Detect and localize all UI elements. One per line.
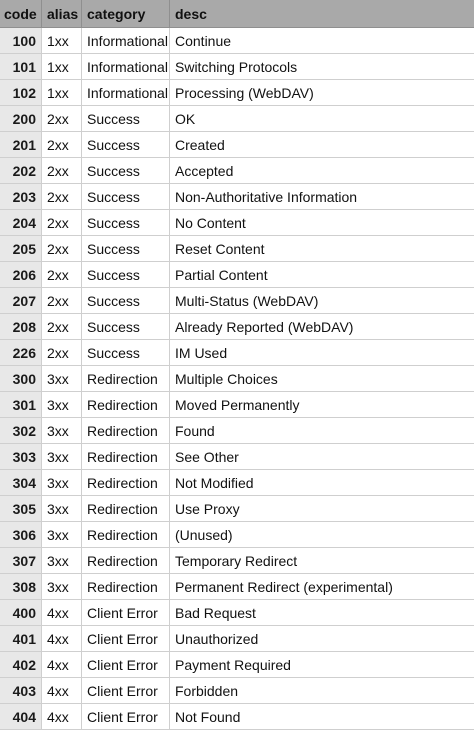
table-row (0, 184, 474, 210)
alias-cell[interactable]: 3xx (42, 522, 82, 547)
table-row (0, 54, 474, 80)
category-cell[interactable]: Client Error (82, 600, 170, 625)
table-row (0, 678, 474, 704)
alias-cell[interactable]: 4xx (42, 600, 82, 625)
table-row (0, 210, 474, 236)
code-cell[interactable]: 207 (0, 288, 42, 313)
alias-cell[interactable]: 3xx (42, 496, 82, 521)
category-cell[interactable]: Success (82, 288, 170, 313)
desc-cell[interactable]: Multi-Status (WebDAV) (175, 292, 319, 309)
code-cell[interactable]: 305 (0, 496, 42, 521)
code-cell[interactable]: 200 (0, 106, 42, 131)
code-cell[interactable]: 201 (0, 132, 42, 157)
alias-cell[interactable]: 3xx (42, 444, 82, 469)
category-cell[interactable]: Success (82, 158, 170, 183)
alias-cell[interactable]: 2xx (42, 132, 82, 157)
alias-cell[interactable]: 3xx (42, 366, 82, 391)
code-cell[interactable]: 226 (0, 340, 42, 365)
desc-cell[interactable]: Created (175, 136, 225, 153)
alias-cell[interactable]: 2xx (42, 340, 82, 365)
desc-cell[interactable]: Bad Request (175, 604, 256, 621)
category-cell[interactable]: Success (82, 262, 170, 287)
code-cell[interactable]: 308 (0, 574, 42, 599)
code-cell[interactable]: 206 (0, 262, 42, 287)
desc-cell[interactable]: Permanent Redirect (experimental) (175, 578, 393, 595)
desc-cell[interactable]: Not Modified (175, 474, 254, 491)
category-cell[interactable]: Redirection (82, 444, 170, 469)
alias-cell[interactable]: 2xx (42, 158, 82, 183)
code-cell[interactable]: 401 (0, 626, 42, 651)
table-row (0, 366, 474, 392)
code-cell[interactable]: 301 (0, 392, 42, 417)
table-row (0, 418, 474, 444)
alias-cell[interactable]: 1xx (42, 54, 82, 79)
code-cell[interactable]: 208 (0, 314, 42, 339)
alias-cell[interactable]: 2xx (42, 262, 82, 287)
alias-cell[interactable]: 3xx (42, 470, 82, 495)
desc-cell[interactable]: Accepted (175, 162, 234, 179)
table-row (0, 80, 474, 106)
desc-cell[interactable]: (Unused) (175, 526, 233, 543)
column-header-code[interactable]: code (0, 0, 42, 27)
table-row (0, 496, 474, 522)
category-cell[interactable]: Redirection (82, 470, 170, 495)
alias-cell[interactable]: 3xx (42, 548, 82, 573)
alias-cell[interactable]: 1xx (42, 28, 82, 53)
table-row (0, 236, 474, 262)
table-row (0, 704, 474, 730)
alias-cell[interactable]: 3xx (42, 392, 82, 417)
category-cell[interactable]: Redirection (82, 522, 170, 547)
desc-cell[interactable]: Continue (175, 32, 232, 49)
column-header-alias[interactable]: alias (42, 0, 82, 27)
code-cell[interactable]: 100 (0, 28, 42, 53)
code-cell[interactable]: 203 (0, 184, 42, 209)
category-cell[interactable]: Client Error (82, 678, 170, 703)
category-cell[interactable]: Success (82, 340, 170, 365)
table-row (0, 652, 474, 678)
alias-cell[interactable]: 2xx (42, 210, 82, 235)
desc-cell[interactable]: Not Found (175, 708, 241, 725)
code-cell[interactable]: 204 (0, 210, 42, 235)
category-cell[interactable]: Redirection (82, 574, 170, 599)
desc-cell[interactable]: See Other (175, 448, 239, 465)
table-row (0, 392, 474, 418)
alias-cell[interactable]: 3xx (42, 418, 82, 443)
table-row (0, 340, 474, 366)
desc-cell[interactable]: Moved Permanently (175, 396, 300, 413)
category-cell[interactable]: Success (82, 210, 170, 235)
category-cell[interactable]: Success (82, 314, 170, 339)
table-row (0, 522, 474, 548)
code-cell[interactable]: 303 (0, 444, 42, 469)
desc-cell[interactable]: OK (175, 110, 196, 127)
desc-cell[interactable]: Unauthorized (175, 630, 259, 647)
code-cell[interactable]: 102 (0, 80, 42, 105)
code-cell[interactable]: 403 (0, 678, 42, 703)
alias-cell[interactable]: 4xx (42, 704, 82, 729)
alias-cell[interactable]: 2xx (42, 236, 82, 261)
table-row (0, 288, 474, 314)
table-row (0, 548, 474, 574)
category-cell[interactable]: Client Error (82, 704, 170, 729)
table-row (0, 28, 474, 54)
category-cell[interactable]: Success (82, 184, 170, 209)
desc-cell[interactable]: Switching Protocols (175, 58, 298, 75)
desc-cell[interactable]: IM Used (175, 344, 228, 361)
alias-cell[interactable]: 1xx (42, 80, 82, 105)
table-row (0, 574, 474, 600)
alias-cell[interactable]: 3xx (42, 574, 82, 599)
category-cell[interactable]: Success (82, 106, 170, 131)
code-cell[interactable]: 400 (0, 600, 42, 625)
category-cell[interactable]: Client Error (82, 652, 170, 677)
category-cell[interactable]: Redirection (82, 366, 170, 391)
alias-cell[interactable]: 2xx (42, 288, 82, 313)
table-row (0, 262, 474, 288)
category-cell[interactable]: Success (82, 236, 170, 261)
table-row (0, 470, 474, 496)
code-cell[interactable]: 404 (0, 704, 42, 729)
desc-cell[interactable]: No Content (175, 214, 246, 231)
desc-cell[interactable]: Non-Authoritative Information (175, 188, 358, 205)
column-header-category[interactable]: category (82, 0, 170, 27)
desc-cell[interactable]: Temporary Redirect (175, 552, 298, 569)
category-cell[interactable]: Redirection (82, 418, 170, 443)
category-cell[interactable]: Informational (82, 54, 170, 79)
category-cell[interactable]: Informational (82, 80, 170, 105)
code-cell[interactable]: 202 (0, 158, 42, 183)
table-row (0, 600, 474, 626)
desc-cell[interactable]: Already Reported (WebDAV) (175, 318, 354, 335)
code-cell[interactable]: 205 (0, 236, 42, 261)
category-cell[interactable]: Redirection (82, 548, 170, 573)
code-cell[interactable]: 101 (0, 54, 42, 79)
desc-cell[interactable]: Payment Required (175, 656, 291, 673)
category-cell[interactable]: Success (82, 132, 170, 157)
table-row (0, 132, 474, 158)
code-cell[interactable]: 300 (0, 366, 42, 391)
alias-cell[interactable]: 2xx (42, 184, 82, 209)
alias-cell[interactable]: 4xx (42, 678, 82, 703)
code-cell[interactable]: 307 (0, 548, 42, 573)
desc-cell[interactable]: Multiple Choices (175, 370, 278, 387)
alias-cell[interactable]: 4xx (42, 626, 82, 651)
desc-cell[interactable]: Use Proxy (175, 500, 240, 517)
table-row (0, 314, 474, 340)
alias-cell[interactable]: 2xx (42, 106, 82, 131)
category-cell[interactable]: Client Error (82, 626, 170, 651)
desc-cell[interactable]: Processing (WebDAV) (175, 84, 314, 101)
category-cell[interactable]: Informational (82, 28, 170, 53)
table-row (0, 106, 474, 132)
code-cell[interactable]: 306 (0, 522, 42, 547)
desc-cell[interactable]: Found (175, 422, 215, 439)
code-cell[interactable]: 304 (0, 470, 42, 495)
table-row (0, 158, 474, 184)
desc-cell[interactable]: Partial Content (175, 266, 268, 283)
category-cell[interactable]: Redirection (82, 392, 170, 417)
category-cell[interactable]: Redirection (82, 496, 170, 521)
desc-cell[interactable]: Reset Content (175, 240, 265, 257)
column-header-desc[interactable]: desc (170, 0, 474, 27)
header-row (0, 0, 474, 28)
table-row (0, 444, 474, 470)
code-cell[interactable]: 402 (0, 652, 42, 677)
desc-cell[interactable]: Forbidden (175, 682, 239, 699)
table-row (0, 626, 474, 652)
code-cell[interactable]: 302 (0, 418, 42, 443)
alias-cell[interactable]: 2xx (42, 314, 82, 339)
alias-cell[interactable]: 4xx (42, 652, 82, 677)
